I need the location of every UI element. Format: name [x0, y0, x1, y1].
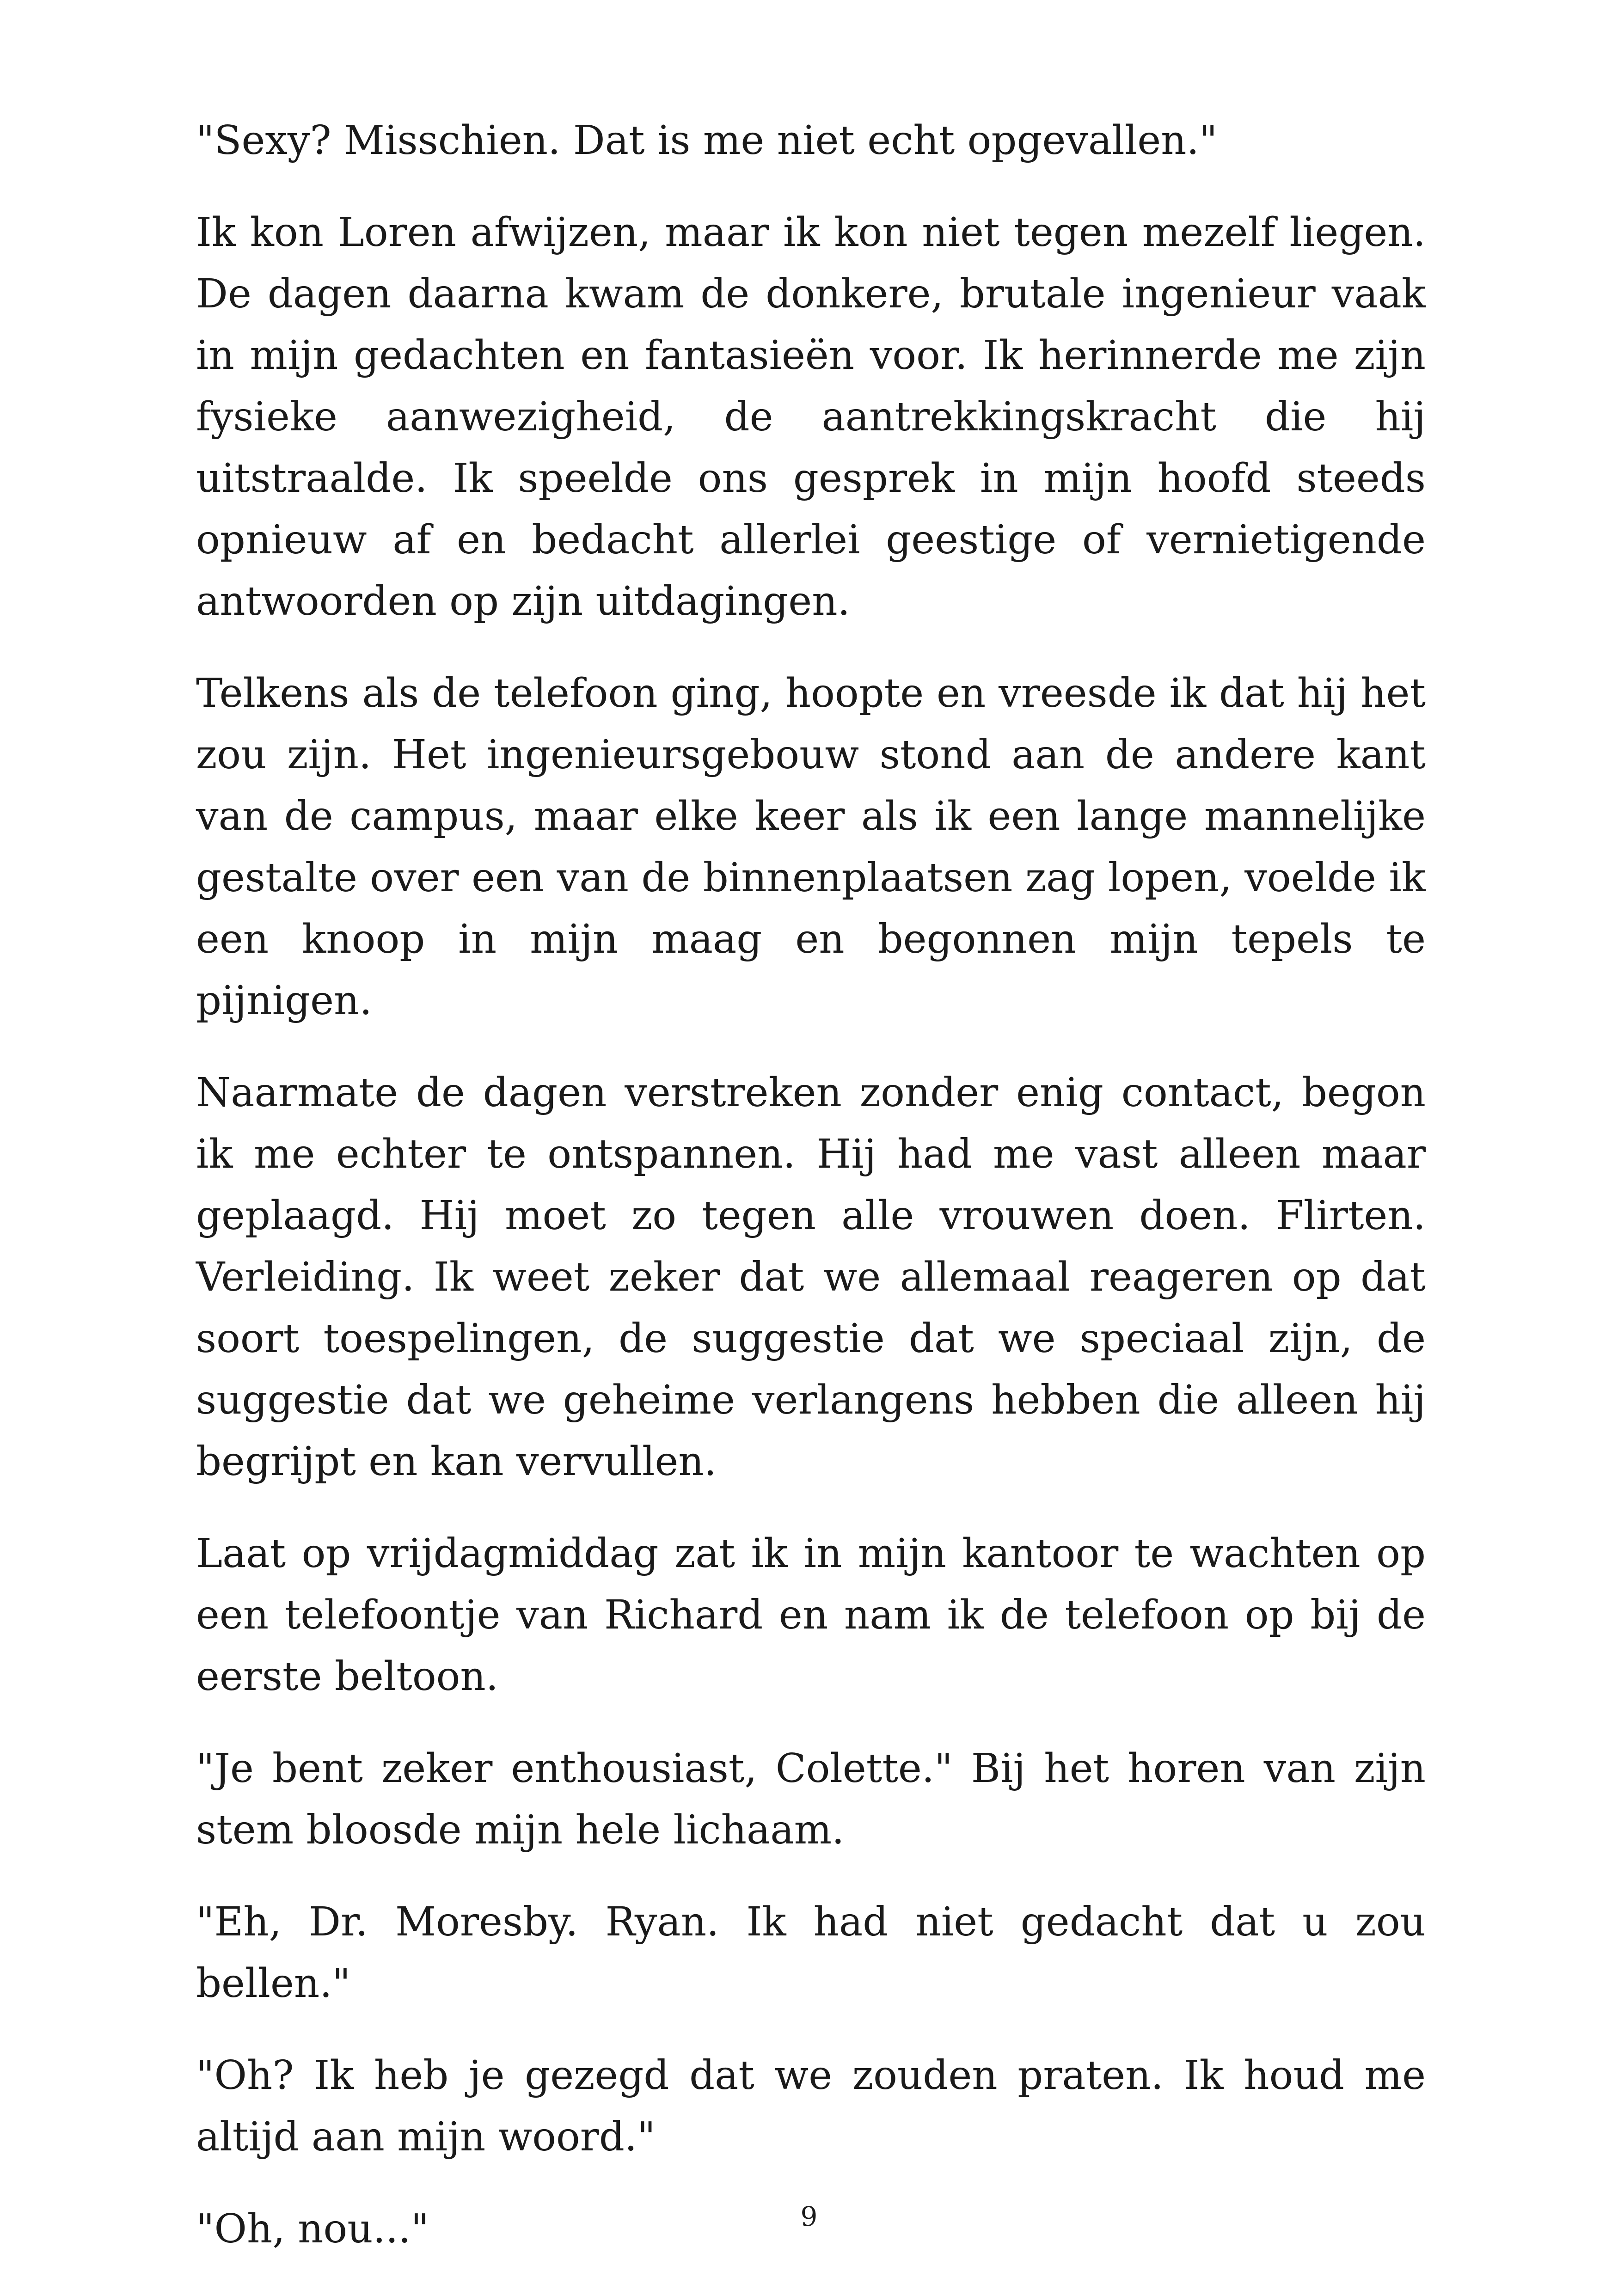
body-text [196, 110, 1426, 2290]
paragraph-4: Naarmate de dagen verstreken zonder enig contact, begon ik me echter te ontspannen. Hij had me vast alleen maar geplaagd. Hij moet zo tegen alle vrouwen doen. Flirten. Verleiding. Ik weet zeker dat we allemaal reageren op dat soort toespelingen, de suggestie dat we speciaal zijn, de suggestie dat we geheime verlangens hebben die alleen hij begrijpt en kan vervullen. [196, 1070, 1426, 1485]
paragraph-3: Telkens als de telefoon ging, hoopte en vreesde ik dat hij het zou zijn. Het ingenieursgebouw stond aan de andere kant van de campus, maar elke keer als ik een lange mannelijke gestalte over een van de binnenplaatsen zag lopen, voelde ik een knoop in mijn maag en begonnen mijn tepels te pijnigen. [196, 670, 1426, 1024]
paragraph-2: Ik kon Loren afwijzen, maar ik kon niet tegen mezelf liegen. De dagen daarna kwam de donkere, brutale ingenieur vaak in mijn gedachten en fantasieën voor. Ik herinnerde me zijn fysieke aanwezigheid, de aantrekkingskracht die hij uitstraalde. Ik speelde ons gesprek in mijn hoofd steeds opnieuw af en bedacht allerlei geestige of vernietigende antwoorden op zijn uitdagingen. [196, 209, 1426, 625]
paragraph-6: "Je bent zeker enthousiast, Colette." Bij het horen van zijn stem bloosde mijn hele lichaam. [196, 1745, 1426, 1853]
page-number: 9 [800, 2201, 818, 2232]
paragraph-1: "Sexy? Misschien. Dat is me niet echt opgevallen." [196, 117, 1218, 164]
paragraph-7: "Eh, Dr. Moresby. Ryan. Ik had niet gedacht dat u zou bellen." [196, 1899, 1426, 2007]
paragraph-5: Laat op vrijdagmiddag zat ik in mijn kantoor te wachten op een telefoontje van Richard en nam ik de telefoon op bij de eerste beltoon. [196, 1531, 1426, 1700]
paragraph-8: "Oh? Ik heb je gezegd dat we zouden praten. Ik houd me altijd aan mijn woord." [196, 2052, 1426, 2160]
paragraph-9: "Oh, nou..." [196, 2206, 429, 2252]
